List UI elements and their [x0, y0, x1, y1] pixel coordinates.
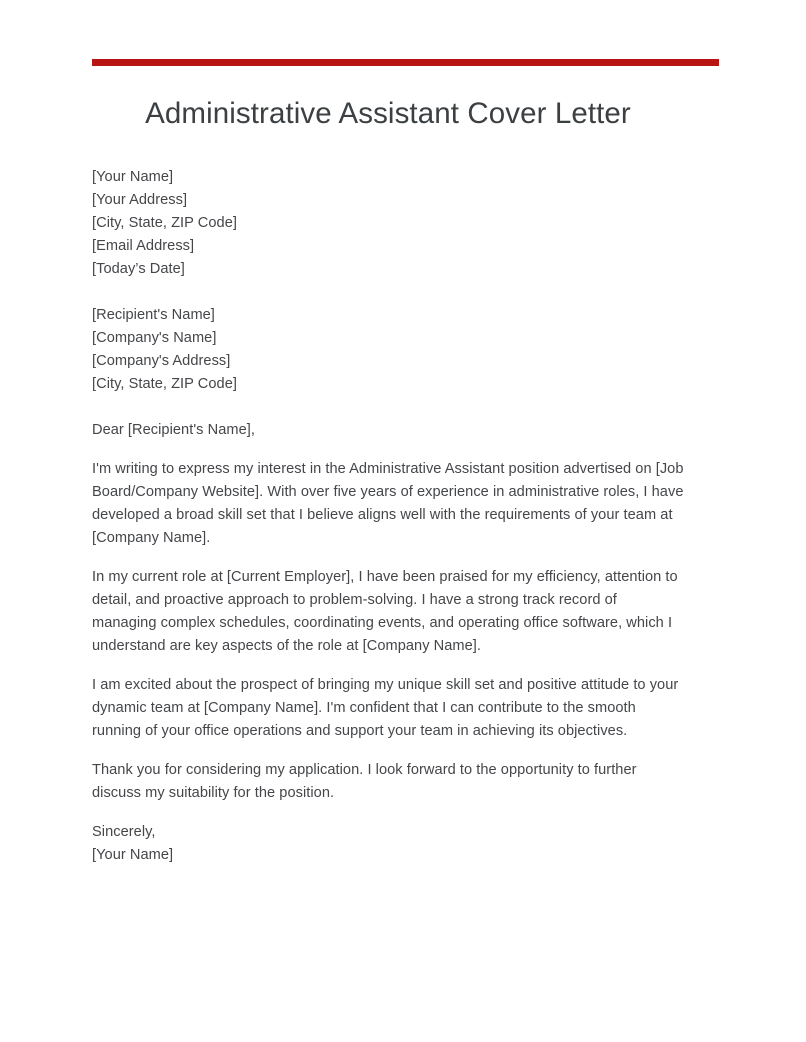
recipient-address-block	[92, 304, 684, 396]
recipient-line-company: [Company's Name]	[92, 329, 217, 346]
sender-line-email: [Email Address]	[92, 237, 195, 254]
header-accent-rule	[92, 59, 719, 66]
body-paragraph-1: I'm writing to express my interest in the Administrative Assistant position advertised on [Job Board/Company Website]. With over five years of experience in administrative roles, I have developed a broad skill set that I believe aligns well with the requirements of your team at [Company Name].	[92, 460, 684, 546]
sender-line-name: [Your Name]	[92, 168, 174, 185]
signature-name: [Your Name]	[92, 846, 174, 863]
letter-body	[92, 166, 684, 867]
page-title: Administrative Assistant Cover Letter	[145, 97, 631, 130]
recipient-line-city: [City, State, ZIP Code]	[92, 375, 237, 392]
valediction: Sincerely,	[92, 823, 156, 840]
closing-block	[92, 821, 684, 867]
sender-address-block	[92, 166, 684, 281]
sender-line-city: [City, State, ZIP Code]	[92, 214, 237, 231]
letter-content	[92, 96, 684, 867]
body-paragraph-2: In my current role at [Current Employer], I have been praised for my efficiency, attention to detail, and proactive approach to problem-solving. I have a strong track record of managing complex schedules, coordinating events, and operating office software, which I understand are key aspects of the role at [Company Name].	[92, 568, 678, 654]
recipient-line-address: [Company's Address]	[92, 352, 231, 369]
sender-line-address: [Your Address]	[92, 191, 188, 208]
recipient-line-name: [Recipient's Name]	[92, 306, 215, 323]
body-paragraph-3: I am excited about the prospect of bringing my unique skill set and positive attitude to your dynamic team at [Company Name]. I'm confident that I can contribute to the smooth running of your office operations and support your team in achieving its objectives.	[92, 676, 679, 739]
body-paragraph-4: Thank you for considering my application. I look forward to the opportunity to further discuss my suitability for the position.	[92, 761, 637, 801]
salutation-line: Dear [Recipient's Name],	[92, 421, 255, 438]
sender-line-date: [Today’s Date]	[92, 260, 185, 277]
